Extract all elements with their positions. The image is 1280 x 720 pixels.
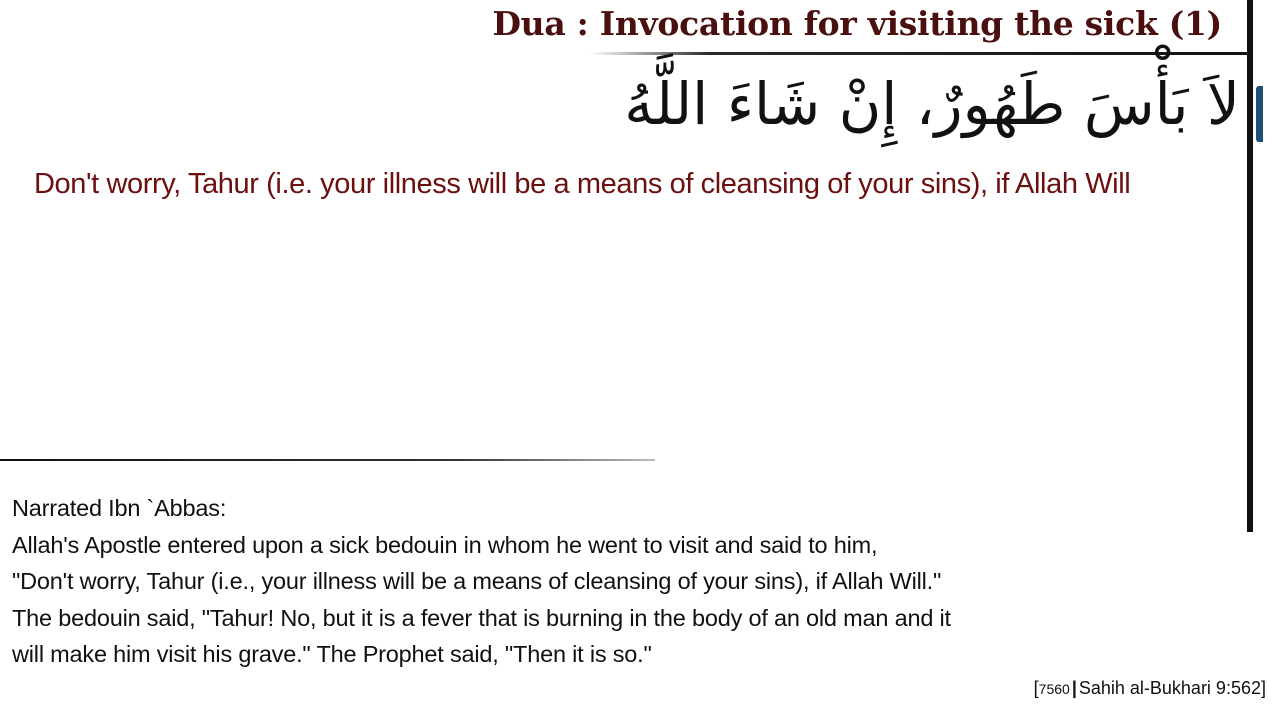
narration-line: will make him visit his grave." The Prophet said, "Then it is so." (12, 641, 652, 667)
hadith-narration (12, 490, 1072, 673)
arabic-dua-text: لاَ بَأْسَ طَهُورٌ، إِنْ شَاءَ اللَّهُ (624, 70, 1240, 138)
source-close-bracket: ] (1260, 678, 1266, 698)
page-title: Dua : Invocation for visiting the sick (1) (492, 4, 1222, 43)
right-edge-bar (1247, 0, 1253, 532)
source-number: 7560 (1038, 681, 1070, 697)
title-divider (590, 52, 1252, 55)
source-separator: | (1071, 678, 1077, 698)
dua-translation: Don't worry, Tahur (i.e. your illness will be a means of cleansing of your sins), if Allah Will (34, 168, 1131, 200)
source-open-bracket: [ (1033, 678, 1039, 698)
hadith-source-reference (1034, 678, 1266, 699)
narration-line: Allah's Apostle entered upon a sick bedouin in whom he went to visit and said to him, (12, 531, 878, 558)
narration-line: Narrated Ibn `Abbas: (12, 495, 227, 521)
source-reference: Sahih al-Bukhari 9:562 (1078, 678, 1261, 698)
right-edge-accent (1256, 86, 1263, 142)
section-divider (0, 459, 655, 461)
narration-line: The bedouin said, "Tahur! No, but it is a fever that is burning in the body of an old man and it (12, 604, 951, 631)
narration-line: "Don't worry, Tahur (i.e., your illness will be a means of cleansing of your sins), if Allah Will." (12, 568, 942, 594)
